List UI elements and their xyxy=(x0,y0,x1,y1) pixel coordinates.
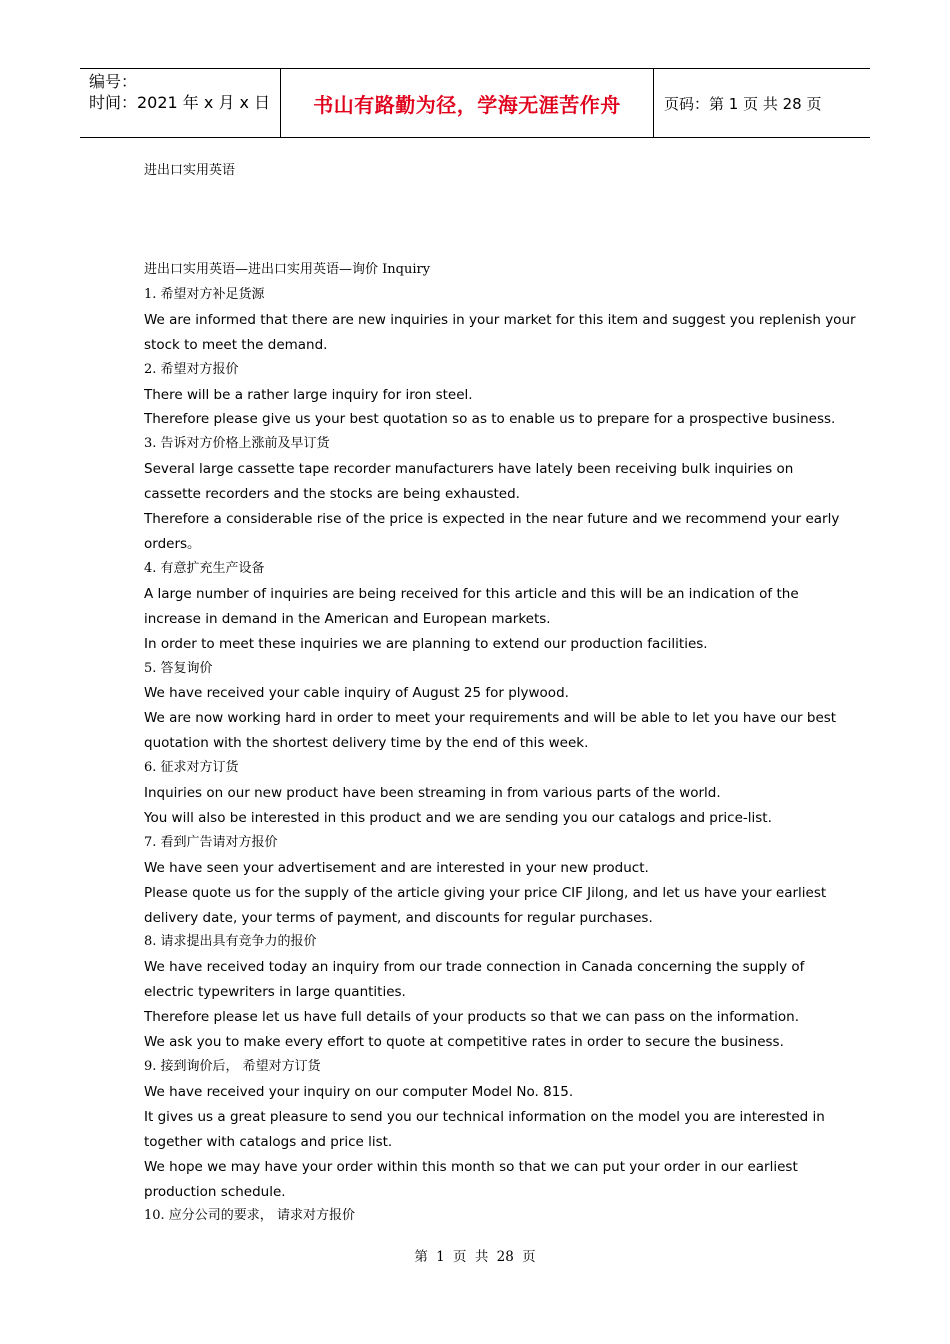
paragraph-line: It gives us a great pleasure to send you our technical information on the model you are interested in xyxy=(144,1108,825,1125)
section-heading: 9. 接到询价后， 希望对方订货 xyxy=(144,1059,321,1074)
doc-number-label: 编号： xyxy=(89,72,138,91)
paragraph-line: delivery date, your terms of payment, and discounts for regular purchases. xyxy=(144,909,653,926)
section-heading: 7. 看到广告请对方报价 xyxy=(144,834,278,850)
doc-date-label: 时间：2021 年 x 月 x 日 xyxy=(89,93,271,112)
document-title: 进出口实用英语 xyxy=(144,163,236,178)
paragraph-line: In order to meet these inquiries we are planning to extend our production facilities. xyxy=(144,635,708,652)
paragraph-line: cassette recorders and the stocks are being exhausted. xyxy=(144,486,520,503)
header-motto: 书山有路勤为径，学海无涯苦作舟 xyxy=(313,92,621,117)
document-body xyxy=(144,159,856,1229)
header-meta xyxy=(80,69,281,137)
section-heading: 8. 请求提出具有竞争力的报价 xyxy=(144,934,317,950)
paragraph-line: Inquiries on our new product have been streaming in from various parts of the world. xyxy=(144,785,721,802)
paragraph-line: You will also be interested in this product and we are sending you our catalogs and price-list. xyxy=(144,809,772,826)
section-heading: 1. 希望对方补足货源 xyxy=(144,286,265,302)
paragraph-line: together with catalogs and price list. xyxy=(144,1133,393,1150)
header-motto-cell xyxy=(281,69,654,137)
paragraph-line: We have received your cable inquiry of August 25 for plywood. xyxy=(144,685,569,702)
paragraph-line: Therefore please let us have full details of your products so that we can pass on the information. xyxy=(144,1009,799,1026)
section-heading: 3. 告诉对方价格上涨前及早订货 xyxy=(144,436,330,452)
paragraph-line: electric typewriters in large quantities. xyxy=(144,984,406,1001)
header-page-info xyxy=(654,69,870,137)
paragraph-line: We ask you to make every effort to quote at competitive rates in order to secure the business. xyxy=(144,1034,784,1051)
paragraph-line: A large number of inquiries are being received for this article and this will be an indication of the xyxy=(144,585,799,602)
paragraph-line: stock to meet the demand. xyxy=(144,336,328,353)
paragraph-line: production schedule. xyxy=(144,1183,286,1200)
paragraph-line: increase in demand in the American and European markets. xyxy=(144,610,551,627)
paragraph-line: Therefore please give us your best quotation so as to enable us to prepare for a prospective business. xyxy=(144,411,836,428)
section-heading: 5. 答复询价 xyxy=(144,660,213,676)
section-heading: 6. 征求对方订货 xyxy=(144,760,239,776)
section-heading: 进出口实用英语—进出口实用英语—询价 Inquiry xyxy=(144,262,431,277)
document-text xyxy=(144,258,856,1229)
paragraph-line: Please quote us for the supply of the article giving your price CIF Jilong, and let us have your earliest xyxy=(144,884,827,901)
section-heading: 10. 应分公司的要求， 请求对方报价 xyxy=(144,1208,355,1224)
paragraph-line: We have seen your advertisement and are interested in your new product. xyxy=(144,859,649,876)
paragraph-line: We have received today an inquiry from our trade connection in Canada concerning the supply of xyxy=(144,959,805,976)
paragraph-line: We are now working hard in order to meet your requirements and will be able to let you have our best xyxy=(144,710,837,727)
paragraph-line: orders。 xyxy=(144,535,201,552)
header-page-label: 页码：第 1 页 共 28 页 xyxy=(664,94,822,113)
section-heading: 2. 希望对方报价 xyxy=(144,361,239,377)
section-heading: 4. 有意扩充生产设备 xyxy=(144,560,265,576)
paragraph-line: quotation with the shortest delivery time by the end of this week. xyxy=(144,735,589,752)
paragraph-line: We are informed that there are new inquiries in your market for this item and suggest you replenish your xyxy=(144,311,856,328)
paragraph-line: Therefore a considerable rise of the price is expected in the near future and we recommend your early xyxy=(144,511,840,528)
page-footer: 第 1 页 共 28 页 xyxy=(414,1249,536,1265)
paragraph-line: We have received your inquiry on our computer Model No. 815. xyxy=(144,1083,574,1100)
paragraph-line: We hope we may have your order within this month so that we can put your order in our earliest xyxy=(144,1158,798,1175)
page-header xyxy=(80,68,870,138)
paragraph-line: Several large cassette tape recorder manufacturers have lately been receiving bulk inquiries on xyxy=(144,461,794,478)
paragraph-line: There will be a rather large inquiry for iron steel. xyxy=(144,386,473,403)
